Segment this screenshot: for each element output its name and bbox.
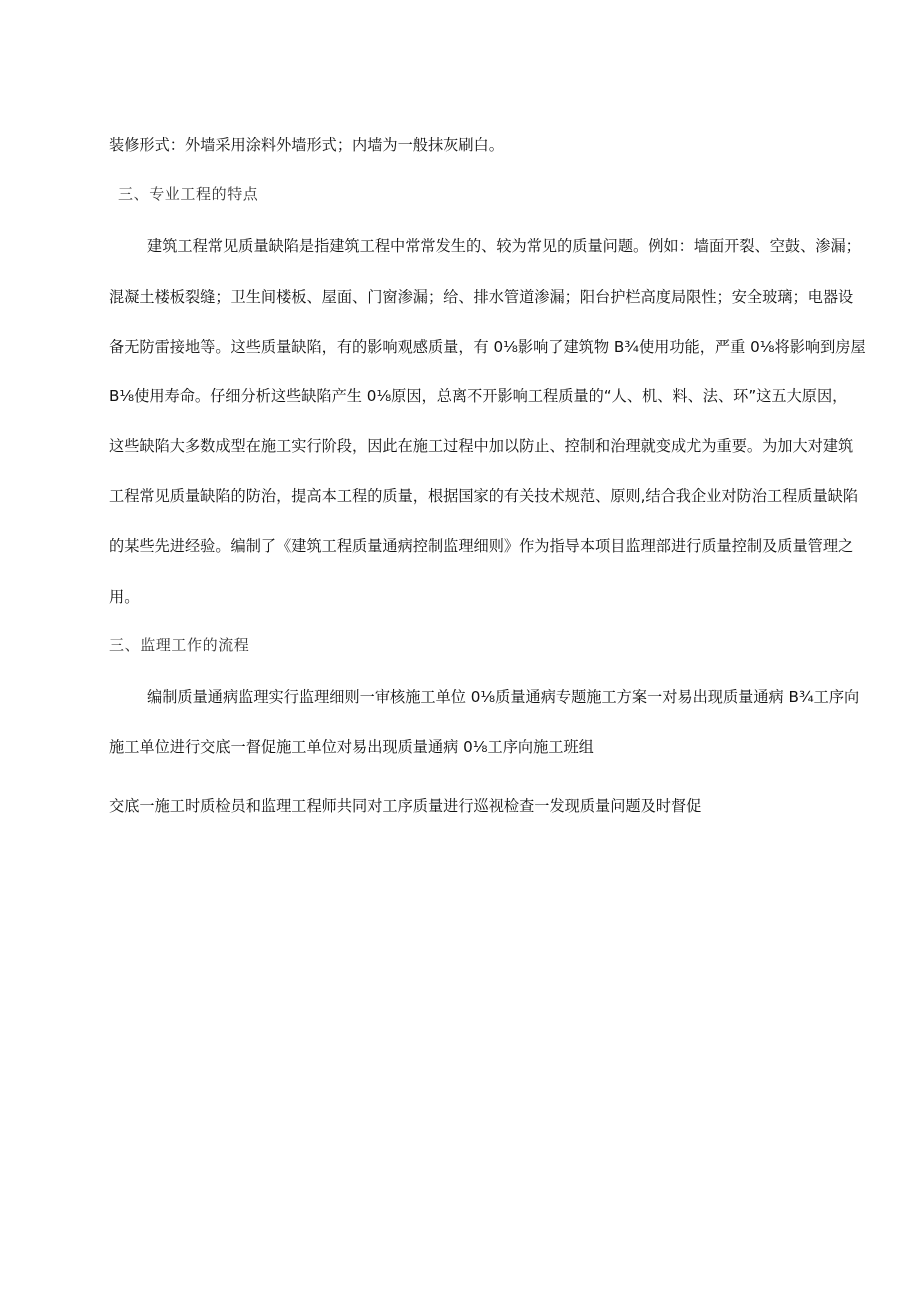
paragraph-line: 用。 [109, 588, 140, 606]
paragraph-line: 交底一施工时质检员和监理工程师共同对工序质量进行巡视检查一发现质量问题及时督促 [109, 797, 702, 815]
paragraph-line: 工程常见质量缺陷的防治，提高本工程的质量，根据国家的有关技术规范、原则,结合我企业对防治工程质量缺陷 [109, 487, 859, 505]
paragraph-line: 的某些先进经验。编制了《建筑工程质量通病控制监理细则》作为指导本项目监理部进行质量控制及质量管理之 [109, 537, 854, 555]
paragraph-line: B⅛使用寿命。仔细分析这些缺陷产生 0⅛原因，总离不开影响工程质量的“人、机、料、法、环”这五大原因， [109, 387, 848, 405]
paragraph-line: 编制质量通病监理实行监理细则一审核施工单位 0⅛质量通病专题施工方案一对易出现质量通病 B¾工序向 [147, 688, 860, 706]
paragraph-line: 备无防雷接地等。这些质量缺陷，有的影响观感质量，有 0⅛影响了建筑物 B¾使用功能，严重 0⅛将影响到房屋 [109, 338, 866, 356]
section-heading-supervision-flow: 三、监理工作的流程 [109, 636, 250, 654]
paragraph-line: 混凝土楼板裂缝；卫生间楼板、屋面、门窗渗漏；给、排水管道渗漏；阳台护栏高度局限性；安全玻璃；电器设 [109, 288, 854, 306]
section-heading-project-features: 三、专业工程的特点 [118, 185, 259, 203]
paragraph-line: 建筑工程常见质量缺陷是指建筑工程中常常发生的、较为常见的质量问题。例如：墙面开裂、空鼓、渗漏； [147, 237, 861, 255]
paragraph-line: 施工单位进行交底一督促施工单位对易出现质量通病 0⅛工序向施工班组 [109, 738, 594, 756]
decoration-form-line: 装修形式：外墙采用涂料外墙形式；内墙为一般抹灰刷白。 [109, 136, 504, 154]
paragraph-line: 这些缺陷大多数成型在施工实行阶段，因此在施工过程中加以防止、控制和治理就变成尤为重要。为加大对建筑 [109, 437, 854, 455]
